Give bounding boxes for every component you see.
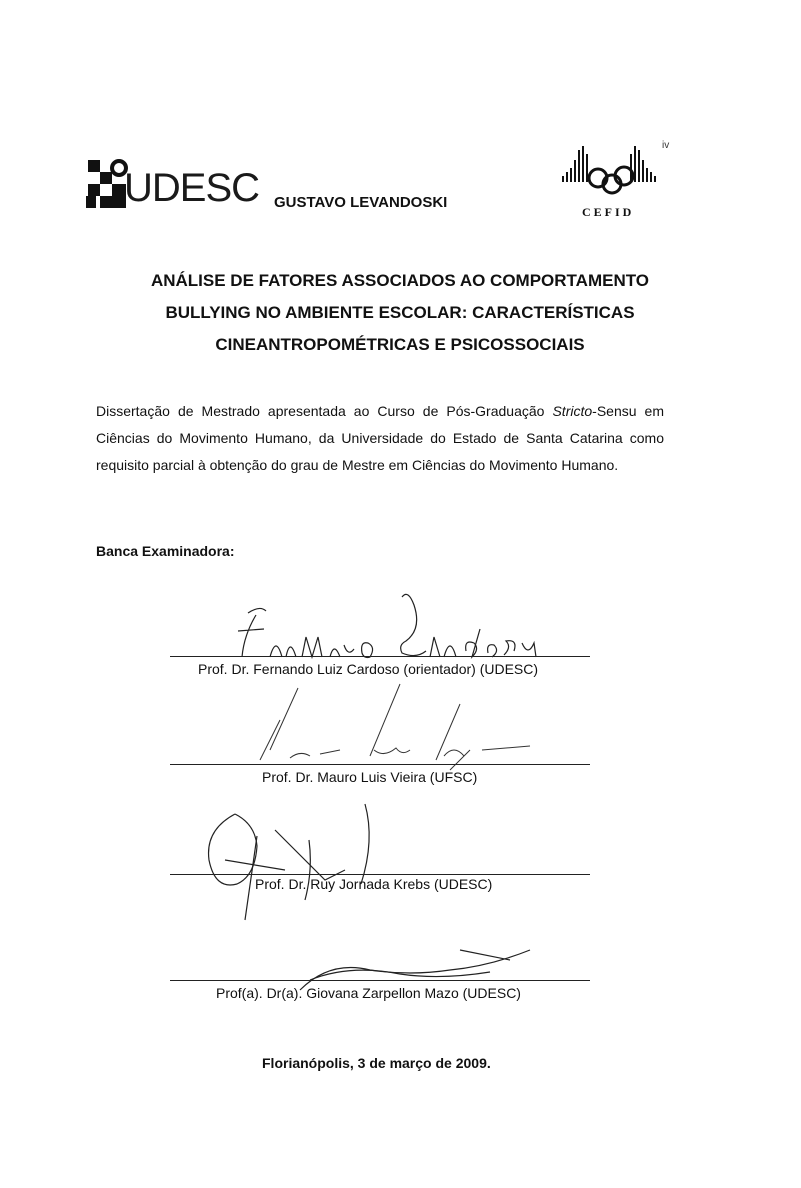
committee-member: Prof(a). Dr(a). Giovana Zarpellon Mazo (UDESC) [216, 985, 521, 1001]
signature-line [170, 980, 590, 981]
signature-drawing [230, 585, 550, 660]
committee-member: Prof. Dr. Fernando Luiz Cardoso (orientador) (UDESC) [198, 661, 539, 677]
committee-heading: Banca Examinadora: [96, 543, 235, 559]
committee-member: Prof. Dr. Mauro Luis Vieira (UFSC) [262, 769, 478, 785]
signature-line [170, 874, 590, 875]
committee-member: Prof. Dr. Ruy Jornada Krebs (UDESC) [255, 876, 493, 892]
cefid-logo-text: CEFID [582, 205, 635, 219]
signature-line [170, 656, 590, 657]
dissertation-statement [96, 398, 664, 479]
cefid-logo-icon [558, 140, 668, 220]
title-line: CINEANTROPOMÉTRICAS E PSICOSSOCIAIS [215, 335, 585, 354]
signature-drawing [250, 680, 550, 775]
statement-italic: Stricto [552, 403, 593, 419]
title-line: BULLYING NO AMBIENTE ESCOLAR: CARACTERÍSTICAS [165, 303, 635, 322]
place-and-date: Florianópolis, 3 de março de 2009. [262, 1055, 491, 1071]
signature-line [170, 764, 590, 765]
author-name: GUSTAVO LEVANDOSKI [274, 194, 448, 211]
page-number: iv [662, 140, 670, 151]
signature-drawing [195, 800, 395, 930]
dissertation-title [80, 265, 720, 361]
udesc-logo-text: UDESC [124, 166, 260, 210]
statement-text-2: -Sensu em Ciências do Movimento Humano, da Universidade do Estado de Santa Catarina como requisito parcial à obtenção do grau de Mestre em Ciências do Movimento Humano. [96, 403, 664, 473]
title-line: ANÁLISE DE FATORES ASSOCIADOS AO COMPORTAMENTO [150, 271, 650, 290]
statement-text-1: Dissertação de Mestrado apresentada ao Curso de Pós-Graduação [96, 403, 553, 419]
